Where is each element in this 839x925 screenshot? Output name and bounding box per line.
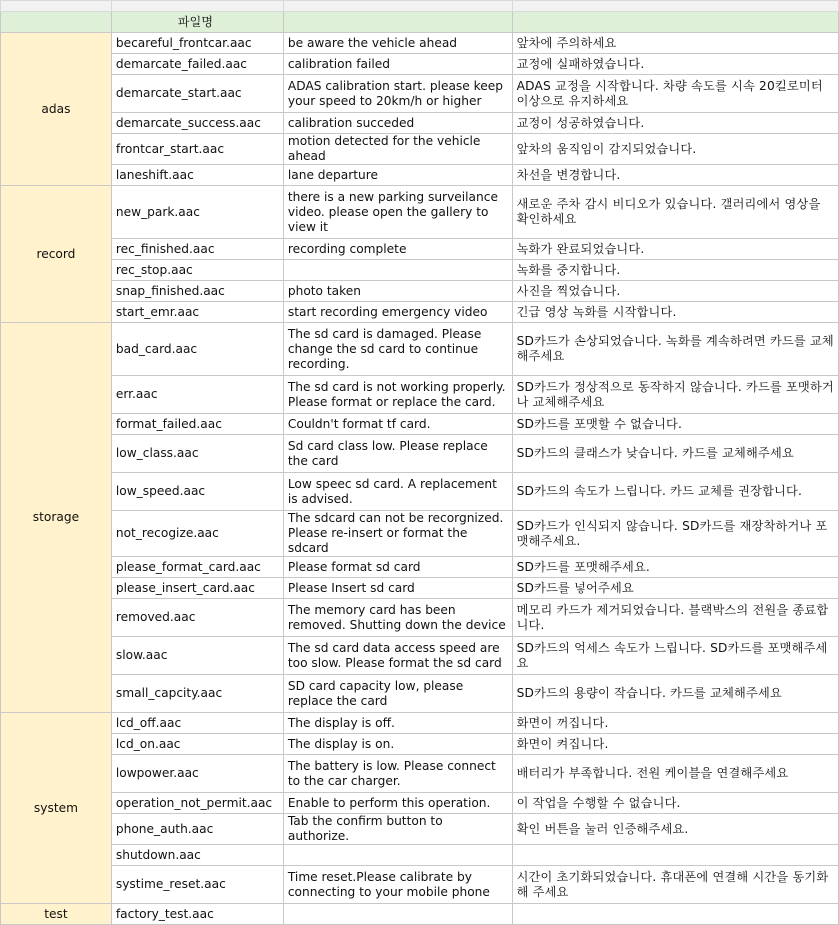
english-text-cell[interactable]: The sd card is not working properly. Please format or replace the card. [283,376,512,414]
column-header-d[interactable] [512,1,838,12]
header-cell-category[interactable] [1,12,112,33]
english-text-cell[interactable] [283,260,512,281]
column-header-c[interactable] [283,1,512,12]
filename-cell[interactable]: snap_finished.aac [111,281,283,302]
table-row [1,376,839,414]
filename-cell[interactable]: demarcate_start.aac [111,75,283,113]
korean-text-cell[interactable]: SD카드를 넣어주세요 [512,578,838,599]
table-row [1,134,839,165]
header-cell-filename[interactable]: 파일명 [111,12,283,33]
korean-text-cell[interactable] [512,904,838,925]
korean-text-cell[interactable]: 새로운 주차 감시 비디오가 있습니다. 갤러리에서 영상을 확인하세요 [512,186,838,239]
english-text-cell[interactable]: lane departure [283,165,512,186]
filename-cell[interactable]: shutdown.aac [111,845,283,866]
korean-text-cell[interactable]: SD카드가 정상적으로 동작하지 않습니다. 카드를 포맷하거나 교체해주세요 [512,376,838,414]
table-row [1,414,839,435]
korean-text-cell[interactable]: 차선을 변경합니다. [512,165,838,186]
korean-text-cell[interactable]: SD카드가 손상되었습니다. 녹화를 계속하려면 카드를 교체해주세요 [512,323,838,376]
filename-cell[interactable]: lcd_off.aac [111,713,283,734]
table-row [1,675,839,713]
english-text-cell[interactable]: The battery is low. Please connect to the car charger. [283,755,512,793]
filename-cell[interactable]: lcd_on.aac [111,734,283,755]
english-text-cell[interactable]: The memory card has been removed. Shutting down the device [283,599,512,637]
english-text-cell[interactable]: The display is on. [283,734,512,755]
korean-text-cell[interactable]: 앞차의 움직임이 감지되었습니다. [512,134,838,165]
table-row [1,637,839,675]
english-text-cell[interactable]: The sdcard can not be recorgnized. Please re-insert or format the sdcard [283,511,512,557]
filename-cell[interactable]: demarcate_failed.aac [111,54,283,75]
table-row [1,845,839,866]
english-text-cell[interactable]: Time reset.Please calibrate by connecting to your mobile phone [283,866,512,904]
english-text-cell[interactable]: SD card capacity low, please replace the card [283,675,512,713]
table-row [1,578,839,599]
english-text-cell[interactable]: calibration failed [283,54,512,75]
filename-cell[interactable]: demarcate_success.aac [111,113,283,134]
table-row [1,599,839,637]
korean-text-cell[interactable]: 앞차에 주의하세요 [512,33,838,54]
english-text-cell[interactable]: calibration succeded [283,113,512,134]
category-cell[interactable]: test [1,904,112,925]
table-row [1,281,839,302]
korean-text-cell[interactable]: SD카드의 클래스가 낮습니다. 카드를 교체해주세요 [512,435,838,473]
table-row [1,186,839,239]
column-header-row [1,1,839,12]
korean-text-cell[interactable]: SD카드의 억세스 속도가 느립니다. SD카드를 포맷해주세요 [512,637,838,675]
category-cell[interactable]: system [1,713,112,904]
english-text-cell[interactable]: photo taken [283,281,512,302]
header-row [1,12,839,33]
korean-text-cell[interactable]: SD카드의 속도가 느립니다. 카드 교체를 권장합니다. [512,473,838,511]
table-row [1,814,839,845]
korean-text-cell[interactable]: SD카드가 인식되지 않습니다. SD카드를 재장착하거나 포맷해주세요. [512,511,838,557]
table-row [1,793,839,814]
table-row [1,473,839,511]
filename-cell[interactable]: start_emr.aac [111,302,283,323]
english-text-cell[interactable]: The display is off. [283,713,512,734]
korean-text-cell[interactable] [512,845,838,866]
english-text-cell[interactable]: recording complete [283,239,512,260]
filename-cell[interactable]: systime_reset.aac [111,866,283,904]
english-text-cell[interactable]: Enable to perform this operation. [283,793,512,814]
table-row [1,557,839,578]
filename-cell[interactable]: please_insert_card.aac [111,578,283,599]
table-row [1,239,839,260]
column-header-a[interactable] [1,1,112,12]
korean-text-cell[interactable]: SD카드를 포맷해주세요. [512,557,838,578]
english-text-cell[interactable]: Low speec sd card. A replacement is advised. [283,473,512,511]
english-text-cell[interactable]: Sd card class low. Please replace the card [283,435,512,473]
english-text-cell[interactable]: Tab the confirm button to authorize. [283,814,512,845]
korean-text-cell[interactable]: 화면이 꺼집니다. [512,713,838,734]
table-row [1,54,839,75]
korean-text-cell[interactable]: 화면이 켜집니다. [512,734,838,755]
table-row [1,511,839,557]
english-text-cell[interactable]: The sd card is damaged. Please change the sd card to continue recording. [283,323,512,376]
filename-cell[interactable]: low_class.aac [111,435,283,473]
english-text-cell[interactable] [283,845,512,866]
table-row [1,260,839,281]
filename-cell[interactable]: rec_finished.aac [111,239,283,260]
table-row [1,866,839,904]
filename-cell[interactable]: please_format_card.aac [111,557,283,578]
english-text-cell[interactable]: there is a new parking surveilance video. please open the gallery to view it [283,186,512,239]
table-row [1,33,839,54]
korean-text-cell[interactable]: ADAS 교정을 시작합니다. 차량 속도를 시속 20킬로미터 이상으로 유지하세요 [512,75,838,113]
table-row [1,323,839,376]
filename-cell[interactable]: err.aac [111,376,283,414]
korean-text-cell[interactable]: 녹화를 중지합니다. [512,260,838,281]
column-header-b[interactable] [111,1,283,12]
table-row [1,165,839,186]
korean-text-cell[interactable]: 교정에 실패하였습니다. [512,54,838,75]
korean-text-cell[interactable]: 배터리가 부족합니다. 전원 케이블을 연결해주세요 [512,755,838,793]
english-text-cell[interactable]: motion detected for the vehicle ahead [283,134,512,165]
table-row [1,713,839,734]
filename-cell[interactable]: small_capcity.aac [111,675,283,713]
english-text-cell[interactable]: The sd card data access speed are too slow. Please format the sd card [283,637,512,675]
filename-cell[interactable]: removed.aac [111,599,283,637]
filename-cell[interactable]: not_recogize.aac [111,511,283,557]
table-row [1,755,839,793]
english-text-cell[interactable]: Couldn't format tf card. [283,414,512,435]
filename-cell[interactable]: low_speed.aac [111,473,283,511]
english-text-cell[interactable]: Please Insert sd card [283,578,512,599]
korean-text-cell[interactable]: 교정이 성공하였습니다. [512,113,838,134]
korean-text-cell[interactable]: 긴급 영상 녹화를 시작합니다. [512,302,838,323]
filename-cell[interactable]: factory_test.aac [111,904,283,925]
english-text-cell[interactable]: ADAS calibration start. please keep your speed to 20km/h or higher [283,75,512,113]
category-cell[interactable]: storage [1,323,112,713]
filename-cell[interactable]: new_park.aac [111,186,283,239]
korean-text-cell[interactable]: 메모리 카드가 제거되었습니다. 블랙박스의 전원을 종료합니다. [512,599,838,637]
korean-text-cell[interactable]: 이 작업을 수행할 수 없습니다. [512,793,838,814]
korean-text-cell[interactable]: 사진을 찍었습니다. [512,281,838,302]
korean-text-cell[interactable]: SD카드를 포맷할 수 없습니다. [512,414,838,435]
korean-text-cell[interactable]: SD카드의 용량이 작습니다. 카드를 교체해주세요 [512,675,838,713]
korean-text-cell[interactable]: 확인 버튼을 눌러 인증해주세요. [512,814,838,845]
filename-cell[interactable]: lowpower.aac [111,755,283,793]
category-cell[interactable]: adas [1,33,112,186]
filename-cell[interactable]: phone_auth.aac [111,814,283,845]
header-cell-korean[interactable] [512,12,838,33]
korean-text-cell[interactable]: 녹화가 완료되었습니다. [512,239,838,260]
english-text-cell[interactable]: start recording emergency video [283,302,512,323]
table-row [1,75,839,113]
table-row [1,113,839,134]
korean-text-cell[interactable]: 시간이 초기화되었습니다. 휴대폰에 연결해 시간을 동기화 해 주세요 [512,866,838,904]
filename-cell[interactable]: slow.aac [111,637,283,675]
filename-cell[interactable]: laneshift.aac [111,165,283,186]
category-cell[interactable]: record [1,186,112,323]
filename-cell[interactable]: becareful_frontcar.aac [111,33,283,54]
filename-cell[interactable]: operation_not_permit.aac [111,793,283,814]
table-row [1,435,839,473]
filename-cell[interactable]: format_failed.aac [111,414,283,435]
table-row [1,302,839,323]
english-text-cell[interactable] [283,904,512,925]
table-row [1,734,839,755]
header-cell-english[interactable] [283,12,512,33]
filename-cell[interactable]: frontcar_start.aac [111,134,283,165]
filename-cell[interactable]: bad_card.aac [111,323,283,376]
filename-cell[interactable]: rec_stop.aac [111,260,283,281]
english-text-cell[interactable]: Please format sd card [283,557,512,578]
table-row [1,904,839,925]
english-text-cell[interactable]: be aware the vehicle ahead [283,33,512,54]
